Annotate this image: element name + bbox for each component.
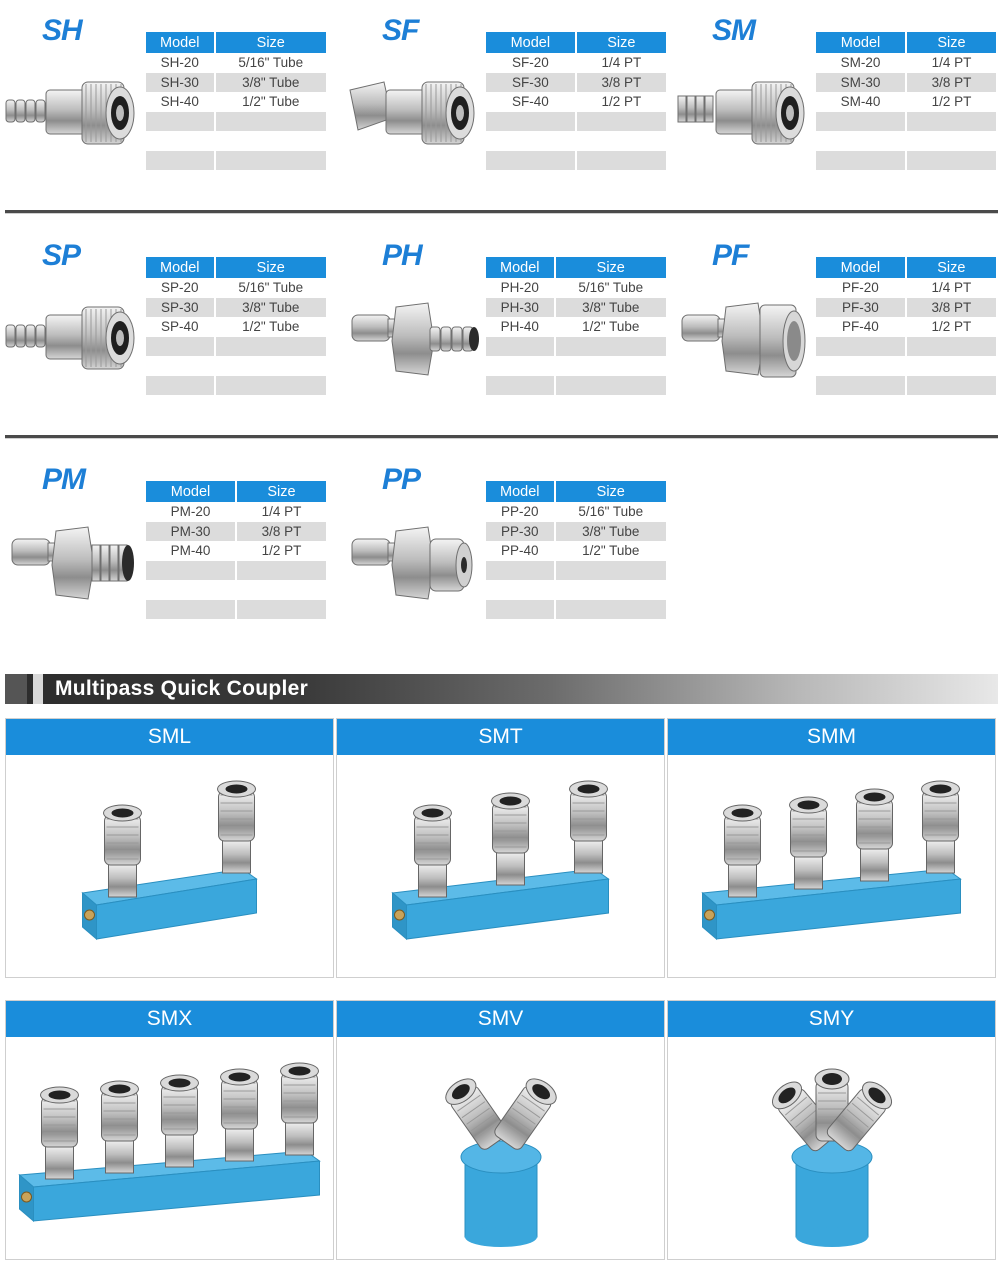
model-cell: PM-40	[146, 541, 236, 561]
coupler-port	[790, 797, 828, 889]
coupler-port	[41, 1087, 79, 1179]
size-cell	[215, 356, 326, 376]
table-row	[486, 131, 666, 151]
size-cell: 3/8" Tube	[555, 298, 666, 318]
product-photo	[2, 285, 142, 395]
multipass-photo	[668, 755, 995, 977]
column-header-model: Model	[146, 481, 236, 502]
column-header-size: Size	[215, 257, 326, 278]
column-header-size: Size	[555, 257, 666, 278]
size-cell: 5/16" Tube	[555, 278, 666, 298]
table-row	[816, 151, 996, 171]
size-cell: 3/8 PT	[906, 298, 996, 318]
model-cell: PP-40	[486, 541, 555, 561]
multipass-photo	[668, 1037, 995, 1259]
size-cell: 5/16" Tube	[215, 53, 326, 73]
spec-table	[146, 257, 326, 395]
table-row	[486, 73, 666, 93]
model-cell	[816, 356, 906, 376]
table-row	[146, 522, 326, 542]
table-row	[486, 278, 666, 298]
table-row	[146, 53, 326, 73]
table-row	[816, 317, 996, 337]
product-code: PH	[382, 239, 422, 272]
model-cell: SH-20	[146, 53, 215, 73]
model-cell	[486, 580, 555, 600]
table-row	[816, 53, 996, 73]
table-row	[486, 53, 666, 73]
table-row	[486, 151, 666, 171]
table-row	[816, 337, 996, 357]
size-cell: 1/4 PT	[906, 278, 996, 298]
product-card-sh	[0, 8, 330, 208]
table-row	[146, 298, 326, 318]
multipass-row	[5, 1000, 998, 1260]
multipass-model-label: SMM	[668, 719, 995, 755]
model-cell: PH-20	[486, 278, 555, 298]
coupler-port	[104, 805, 142, 897]
table-row	[486, 502, 666, 522]
table-row	[816, 131, 996, 151]
size-cell: 5/16" Tube	[215, 278, 326, 298]
column-header-model: Model	[486, 257, 555, 278]
table-row	[486, 541, 666, 561]
model-cell	[486, 600, 555, 620]
coupler-port	[281, 1063, 319, 1155]
column-header-model: Model	[816, 257, 906, 278]
table-row	[486, 356, 666, 376]
table-row	[146, 580, 326, 600]
model-cell	[486, 151, 576, 171]
section-title: Multipass Quick Coupler	[55, 677, 309, 700]
table-row	[486, 92, 666, 112]
spec-table	[486, 257, 666, 395]
table-row	[486, 600, 666, 620]
size-cell	[555, 600, 666, 620]
model-cell: PM-20	[146, 502, 236, 522]
model-cell	[146, 131, 215, 151]
column-header-size: Size	[215, 32, 326, 53]
size-cell: 1/4 PT	[576, 53, 666, 73]
model-cell	[146, 151, 215, 171]
table-row	[486, 298, 666, 318]
model-cell	[486, 337, 555, 357]
size-cell	[576, 131, 666, 151]
multipass-model-label: SMY	[668, 1001, 995, 1037]
product-photo	[342, 285, 482, 395]
size-cell: 1/2 PT	[576, 92, 666, 112]
size-cell: 1/4 PT	[236, 502, 326, 522]
size-cell	[215, 112, 326, 132]
multipass-card-smv	[336, 1000, 665, 1260]
model-cell	[486, 112, 576, 132]
table-row	[146, 92, 326, 112]
product-code: SH	[42, 14, 82, 47]
table-row	[486, 337, 666, 357]
product-card-pp	[340, 457, 670, 657]
model-cell: PP-30	[486, 522, 555, 542]
column-header-model: Model	[146, 257, 215, 278]
multipass-model-label: SMV	[337, 1001, 664, 1037]
model-cell	[146, 600, 236, 620]
table-row	[146, 600, 326, 620]
table-row	[146, 278, 326, 298]
model-cell	[816, 337, 906, 357]
model-cell: SM-30	[816, 73, 906, 93]
size-cell: 1/2 PT	[906, 317, 996, 337]
table-row	[486, 112, 666, 132]
banner-block	[33, 674, 43, 704]
table-row	[486, 376, 666, 396]
size-cell	[555, 376, 666, 396]
coupler-port	[101, 1081, 139, 1173]
model-cell: SF-30	[486, 73, 576, 93]
table-row	[146, 356, 326, 376]
model-cell	[146, 561, 236, 581]
multipass-card-smm	[667, 718, 996, 978]
product-photo	[2, 509, 142, 619]
size-cell	[215, 131, 326, 151]
column-header-size: Size	[906, 257, 996, 278]
size-cell	[236, 600, 326, 620]
model-cell: PP-20	[486, 502, 555, 522]
product-photo	[342, 509, 482, 619]
product-code: SF	[382, 14, 419, 47]
coupler-port	[218, 781, 256, 873]
spec-table	[486, 481, 666, 619]
table-row	[146, 112, 326, 132]
size-cell	[236, 561, 326, 581]
size-cell: 1/2" Tube	[555, 541, 666, 561]
model-cell: SM-40	[816, 92, 906, 112]
fitting-illustration	[6, 307, 134, 369]
model-cell	[146, 376, 215, 396]
size-cell	[906, 337, 996, 357]
coupler-port	[570, 781, 608, 873]
size-cell	[906, 356, 996, 376]
model-cell	[486, 561, 555, 581]
fitting-illustration	[352, 527, 472, 599]
multipass-row	[5, 718, 998, 978]
column-header-size: Size	[555, 481, 666, 502]
table-row	[486, 580, 666, 600]
product-card-sf	[340, 8, 670, 208]
table-row	[146, 561, 326, 581]
product-photo	[672, 285, 812, 395]
multipass-photo	[337, 1037, 664, 1259]
model-cell: PF-20	[816, 278, 906, 298]
model-cell	[486, 356, 555, 376]
fitting-illustration	[682, 303, 805, 377]
model-cell: PH-30	[486, 298, 555, 318]
product-photo	[2, 60, 142, 170]
size-cell	[906, 131, 996, 151]
coupler-port	[492, 793, 530, 885]
multipass-photo	[337, 755, 664, 977]
coupler-port	[441, 1074, 510, 1152]
size-cell: 1/2" Tube	[215, 92, 326, 112]
size-cell: 5/16" Tube	[555, 502, 666, 522]
product-card-pm	[0, 457, 330, 657]
product-photo	[672, 60, 812, 170]
table-row	[816, 376, 996, 396]
model-cell: PF-40	[816, 317, 906, 337]
size-cell	[906, 112, 996, 132]
table-row	[816, 278, 996, 298]
size-cell	[215, 376, 326, 396]
size-cell: 1/2 PT	[236, 541, 326, 561]
table-row	[486, 317, 666, 337]
model-cell: SH-30	[146, 73, 215, 93]
table-row	[146, 317, 326, 337]
table-row	[486, 522, 666, 542]
model-cell	[816, 112, 906, 132]
fitting-illustration	[350, 82, 474, 144]
spec-table	[816, 32, 996, 170]
size-cell	[215, 151, 326, 171]
size-cell: 1/2" Tube	[555, 317, 666, 337]
model-cell	[146, 337, 215, 357]
model-cell	[816, 376, 906, 396]
coupler-port	[414, 805, 452, 897]
model-cell	[816, 131, 906, 151]
multipass-photo	[6, 755, 333, 977]
model-cell: SF-20	[486, 53, 576, 73]
table-row	[146, 541, 326, 561]
size-cell: 1/2 PT	[906, 92, 996, 112]
size-cell	[555, 337, 666, 357]
size-cell: 3/8" Tube	[215, 73, 326, 93]
product-card-sm	[670, 8, 1000, 208]
row-divider	[5, 210, 998, 213]
model-cell: PF-30	[816, 298, 906, 318]
multipass-photo	[6, 1037, 333, 1259]
coupler-port	[221, 1069, 259, 1161]
multipass-card-smy	[667, 1000, 996, 1260]
spec-table	[486, 32, 666, 170]
size-cell: 3/8 PT	[906, 73, 996, 93]
banner-block	[5, 674, 27, 704]
model-cell: SM-20	[816, 53, 906, 73]
table-row	[146, 337, 326, 357]
multipass-model-label: SMT	[337, 719, 664, 755]
table-row	[816, 73, 996, 93]
size-cell: 3/8" Tube	[555, 522, 666, 542]
column-header-model: Model	[486, 481, 555, 502]
model-cell	[146, 580, 236, 600]
spec-table	[146, 32, 326, 170]
column-header-size: Size	[576, 32, 666, 53]
product-card-sp	[0, 233, 330, 433]
product-photo	[342, 60, 482, 170]
size-cell	[555, 561, 666, 581]
size-cell: 1/4 PT	[906, 53, 996, 73]
table-row	[816, 112, 996, 132]
coupler-port	[161, 1075, 199, 1167]
table-row	[816, 92, 996, 112]
multipass-model-label: SML	[6, 719, 333, 755]
model-cell: SP-20	[146, 278, 215, 298]
table-row	[146, 151, 326, 171]
spec-table	[816, 257, 996, 395]
table-row	[146, 502, 326, 522]
fitting-illustration	[6, 82, 134, 144]
product-code: PP	[382, 463, 421, 496]
section-banner	[5, 674, 998, 704]
column-header-model: Model	[486, 32, 576, 53]
model-cell	[486, 131, 576, 151]
column-header-model: Model	[146, 32, 215, 53]
fitting-illustration	[678, 82, 804, 144]
table-row	[816, 298, 996, 318]
table-row	[146, 73, 326, 93]
multipass-card-sml	[5, 718, 334, 978]
model-cell	[486, 376, 555, 396]
size-cell: 1/2" Tube	[215, 317, 326, 337]
model-cell	[146, 356, 215, 376]
size-cell	[555, 356, 666, 376]
coupler-port	[724, 805, 762, 897]
column-header-size: Size	[236, 481, 326, 502]
column-header-size: Size	[906, 32, 996, 53]
table-row	[816, 356, 996, 376]
size-cell	[906, 376, 996, 396]
coupler-port	[856, 789, 894, 881]
size-cell: 3/8" Tube	[215, 298, 326, 318]
model-cell: PM-30	[146, 522, 236, 542]
model-cell: SP-30	[146, 298, 215, 318]
product-card-pf	[670, 233, 1000, 433]
fitting-illustration	[12, 527, 134, 599]
column-header-model: Model	[816, 32, 906, 53]
size-cell: 3/8 PT	[576, 73, 666, 93]
size-cell	[555, 580, 666, 600]
model-cell	[816, 151, 906, 171]
coupler-port	[922, 781, 960, 873]
model-cell	[146, 112, 215, 132]
size-cell	[236, 580, 326, 600]
product-code: PM	[42, 463, 85, 496]
spec-table	[146, 481, 326, 619]
product-card-ph	[340, 233, 670, 433]
table-row	[486, 561, 666, 581]
model-cell: SP-40	[146, 317, 215, 337]
multipass-card-smx	[5, 1000, 334, 1260]
model-cell: SH-40	[146, 92, 215, 112]
model-cell: SF-40	[486, 92, 576, 112]
model-cell: PH-40	[486, 317, 555, 337]
fitting-illustration	[352, 303, 479, 375]
multipass-card-smt	[336, 718, 665, 978]
product-code: SM	[712, 14, 755, 47]
row-divider	[5, 435, 998, 438]
table-row	[146, 131, 326, 151]
size-cell	[215, 337, 326, 357]
multipass-model-label: SMX	[6, 1001, 333, 1037]
size-cell	[576, 151, 666, 171]
product-code: SP	[42, 239, 81, 272]
size-cell	[576, 112, 666, 132]
coupler-port	[492, 1074, 561, 1152]
table-row	[146, 376, 326, 396]
product-code: PF	[712, 239, 749, 272]
size-cell: 3/8 PT	[236, 522, 326, 542]
size-cell	[906, 151, 996, 171]
